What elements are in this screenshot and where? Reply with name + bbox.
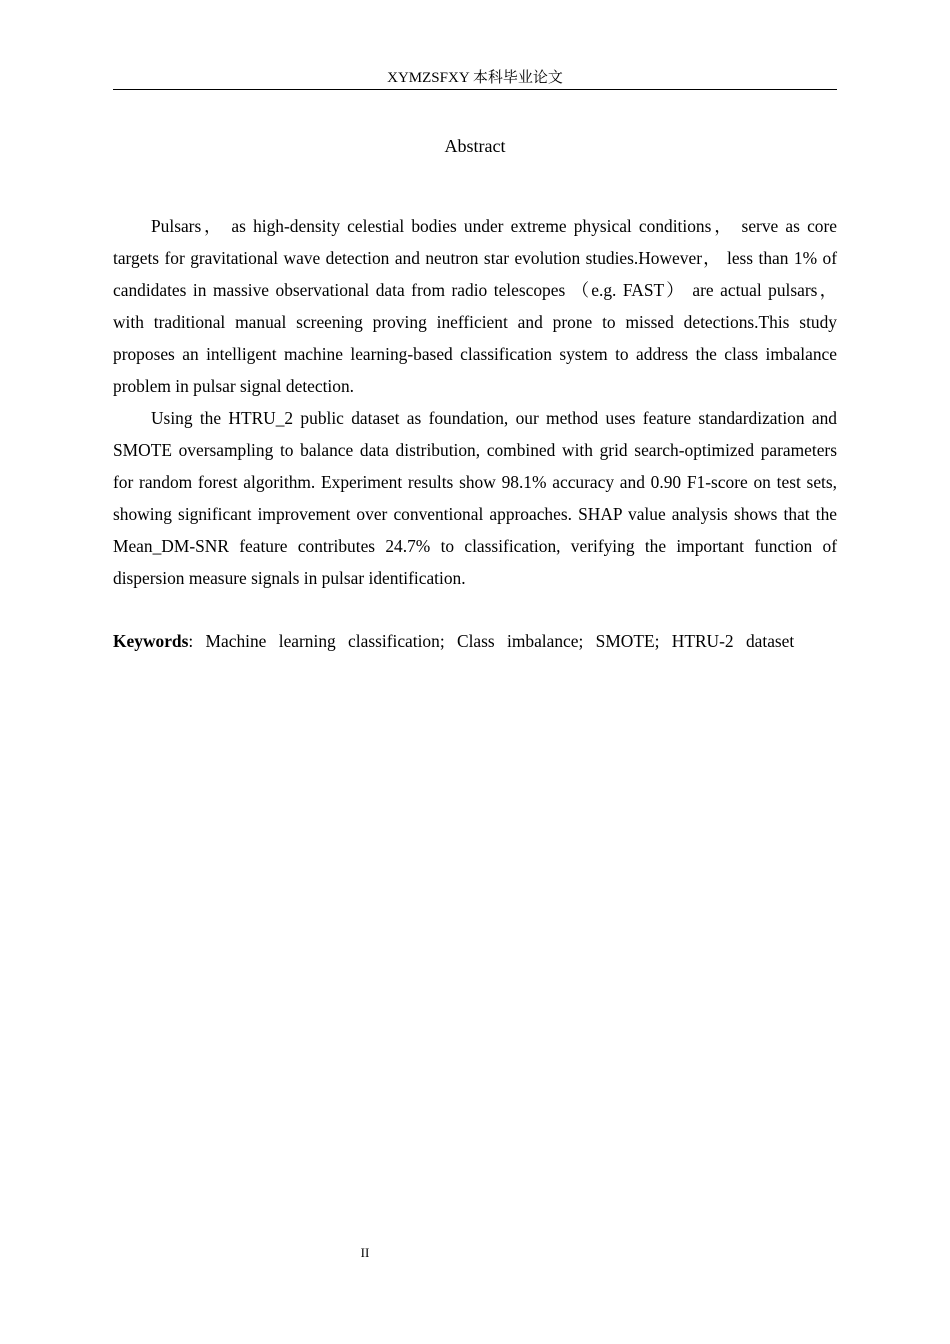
keywords-label: Keywords — [113, 631, 189, 651]
header-rule — [113, 89, 837, 90]
page-header: XYMZSFXY 本科毕业论文 — [387, 70, 563, 86]
abstract-title: Abstract — [444, 136, 506, 156]
keywords-line — [113, 625, 837, 657]
keywords-separator: : — [188, 631, 206, 651]
abstract-paragraph-1: Pulsars， as high-density celestial bodies under extreme physical conditions， serve as core targets for gravitational wave detection and neutron star evolution studies.However， less than 1% of candidates in massive observational data from radio telescopes （e.g. FAST） are actual pulsars， with traditional manual screening proving inefficient and prone to missed detections.This study proposes an intelligent machine learning-based classification system to address the class imbalance problem in pulsar signal detection. — [113, 216, 837, 396]
abstract-body — [113, 210, 837, 594]
abstract-paragraph-2: Using the HTRU_2 public dataset as foundation, our method uses feature standardization and SMOTE oversampling to balance data distribution, combined with grid search-optimized parameters for random forest algorithm. Experiment results show 98.1% accuracy and 0.90 F1-score on test sets, showing significant improvement over conventional approaches. SHAP value analysis shows that the Mean_DM-SNR feature contributes 24.7% to classification, verifying the important function of dispersion measure signals in pulsar identification. — [113, 408, 837, 588]
keywords-text: Machine learning classification; Class imbalance; SMOTE; HTRU-2 dataset — [205, 631, 795, 651]
page-number: II — [360, 1245, 370, 1260]
